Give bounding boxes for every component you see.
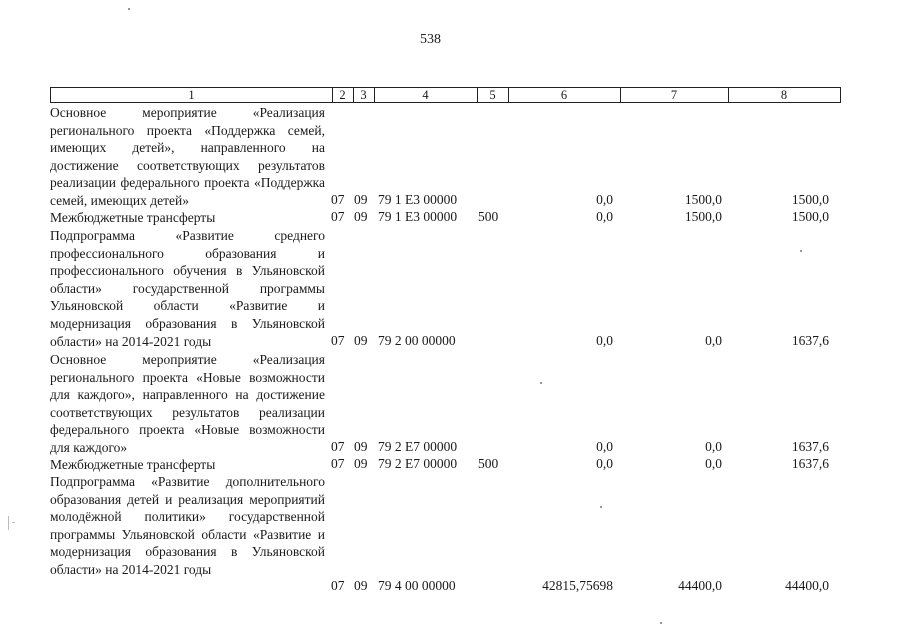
header-col-2: 2 bbox=[332, 88, 354, 102]
cell-target-code: 79 2 E7 00000 bbox=[378, 439, 458, 454]
cell-value-8: 1500,0 bbox=[791, 192, 829, 207]
page-number: 538 bbox=[420, 32, 441, 47]
cell-value-6: 0,0 bbox=[596, 333, 613, 348]
cell-target-code: 79 4 00 00000 bbox=[378, 578, 456, 593]
header-col-3: 3 bbox=[353, 88, 375, 102]
cell-subsection: 09 bbox=[354, 209, 368, 224]
scan-artifact bbox=[8, 516, 9, 530]
cell-section: 07 bbox=[331, 456, 345, 471]
scan-artifact bbox=[540, 382, 542, 384]
cell-value-7: 1500,0 bbox=[684, 192, 722, 207]
cell-value-6: 42815,75698 bbox=[542, 578, 613, 593]
cell-target-code: 79 1 E3 00000 bbox=[378, 192, 458, 207]
scan-artifact bbox=[800, 250, 802, 252]
scan-artifact bbox=[12, 522, 15, 523]
cell-target-code: 79 1 E3 00000 bbox=[378, 209, 458, 224]
cell-section: 07 bbox=[331, 578, 345, 593]
cell-value-8: 1637,6 bbox=[791, 333, 829, 348]
cell-expense-type: 500 bbox=[478, 456, 499, 471]
table-header bbox=[50, 87, 841, 103]
row-description: Основное мероприятие «Реализация регионального проекта «Новые возможности для каждого», направленного на достижение соответствующих результатов реализации федерального проекта «Новые возможности для каждого» bbox=[50, 352, 325, 455]
header-col-5: 5 bbox=[477, 88, 509, 102]
scan-artifact bbox=[600, 506, 602, 508]
cell-value-7: 0,0 bbox=[705, 439, 722, 454]
cell-section: 07 bbox=[331, 333, 345, 348]
cell-subsection: 09 bbox=[354, 456, 368, 471]
scan-artifact bbox=[660, 622, 662, 624]
cell-value-8: 1500,0 bbox=[791, 209, 829, 224]
cell-value-8: 44400,0 bbox=[785, 578, 829, 593]
cell-subsection: 09 bbox=[354, 578, 368, 593]
cell-value-7: 0,0 bbox=[705, 333, 722, 348]
cell-section: 07 bbox=[331, 439, 345, 454]
row-description: Подпрограмма «Развитие среднего профессионального образования и профессионального обучения в Ульяновской области» государственной программы Ульяновской области «Развитие и модернизация образования в Ульяновской области» на 2014-2021 годы bbox=[50, 228, 325, 349]
row-description: Межбюджетные трансферты bbox=[50, 457, 216, 472]
cell-subsection: 09 bbox=[354, 333, 368, 348]
cell-expense-type: 500 bbox=[478, 209, 499, 224]
row-description: Межбюджетные трансферты bbox=[50, 210, 216, 225]
header-col-8: 8 bbox=[780, 88, 788, 102]
cell-value-6: 0,0 bbox=[596, 192, 613, 207]
row-description: Основное мероприятие «Реализация регионального проекта «Поддержка семей, имеющих детей», направленного на достижение соответствующих результатов реализации федерального проекта «Поддержка семей, имеющих детей» bbox=[50, 105, 325, 208]
scan-artifact bbox=[128, 8, 130, 10]
row-description: Подпрограмма «Развитие дополнительного образования детей и реализация мероприятий молодёжной политики» государственной программы Ульяновской области «Развитие и модернизация образования в Ульяновской области» на 2014-2021 годы bbox=[50, 474, 325, 577]
cell-value-7: 44400,0 bbox=[678, 578, 722, 593]
header-col-6: 6 bbox=[508, 88, 621, 102]
cell-section: 07 bbox=[331, 209, 345, 224]
cell-value-7: 1500,0 bbox=[684, 209, 722, 224]
cell-subsection: 09 bbox=[354, 192, 368, 207]
header-col-7: 7 bbox=[620, 88, 729, 102]
cell-value-6: 0,0 bbox=[596, 456, 613, 471]
cell-value-6: 0,0 bbox=[596, 439, 613, 454]
cell-value-6: 0,0 bbox=[596, 209, 613, 224]
cell-value-7: 0,0 bbox=[705, 456, 722, 471]
cell-subsection: 09 bbox=[354, 439, 368, 454]
cell-section: 07 bbox=[331, 192, 345, 207]
header-col-1: 1 bbox=[51, 88, 333, 102]
cell-value-8: 1637,6 bbox=[791, 439, 829, 454]
cell-value-8: 1637,6 bbox=[791, 456, 829, 471]
header-col-4: 4 bbox=[374, 88, 478, 102]
cell-target-code: 79 2 E7 00000 bbox=[378, 456, 458, 471]
cell-target-code: 79 2 00 00000 bbox=[378, 333, 456, 348]
